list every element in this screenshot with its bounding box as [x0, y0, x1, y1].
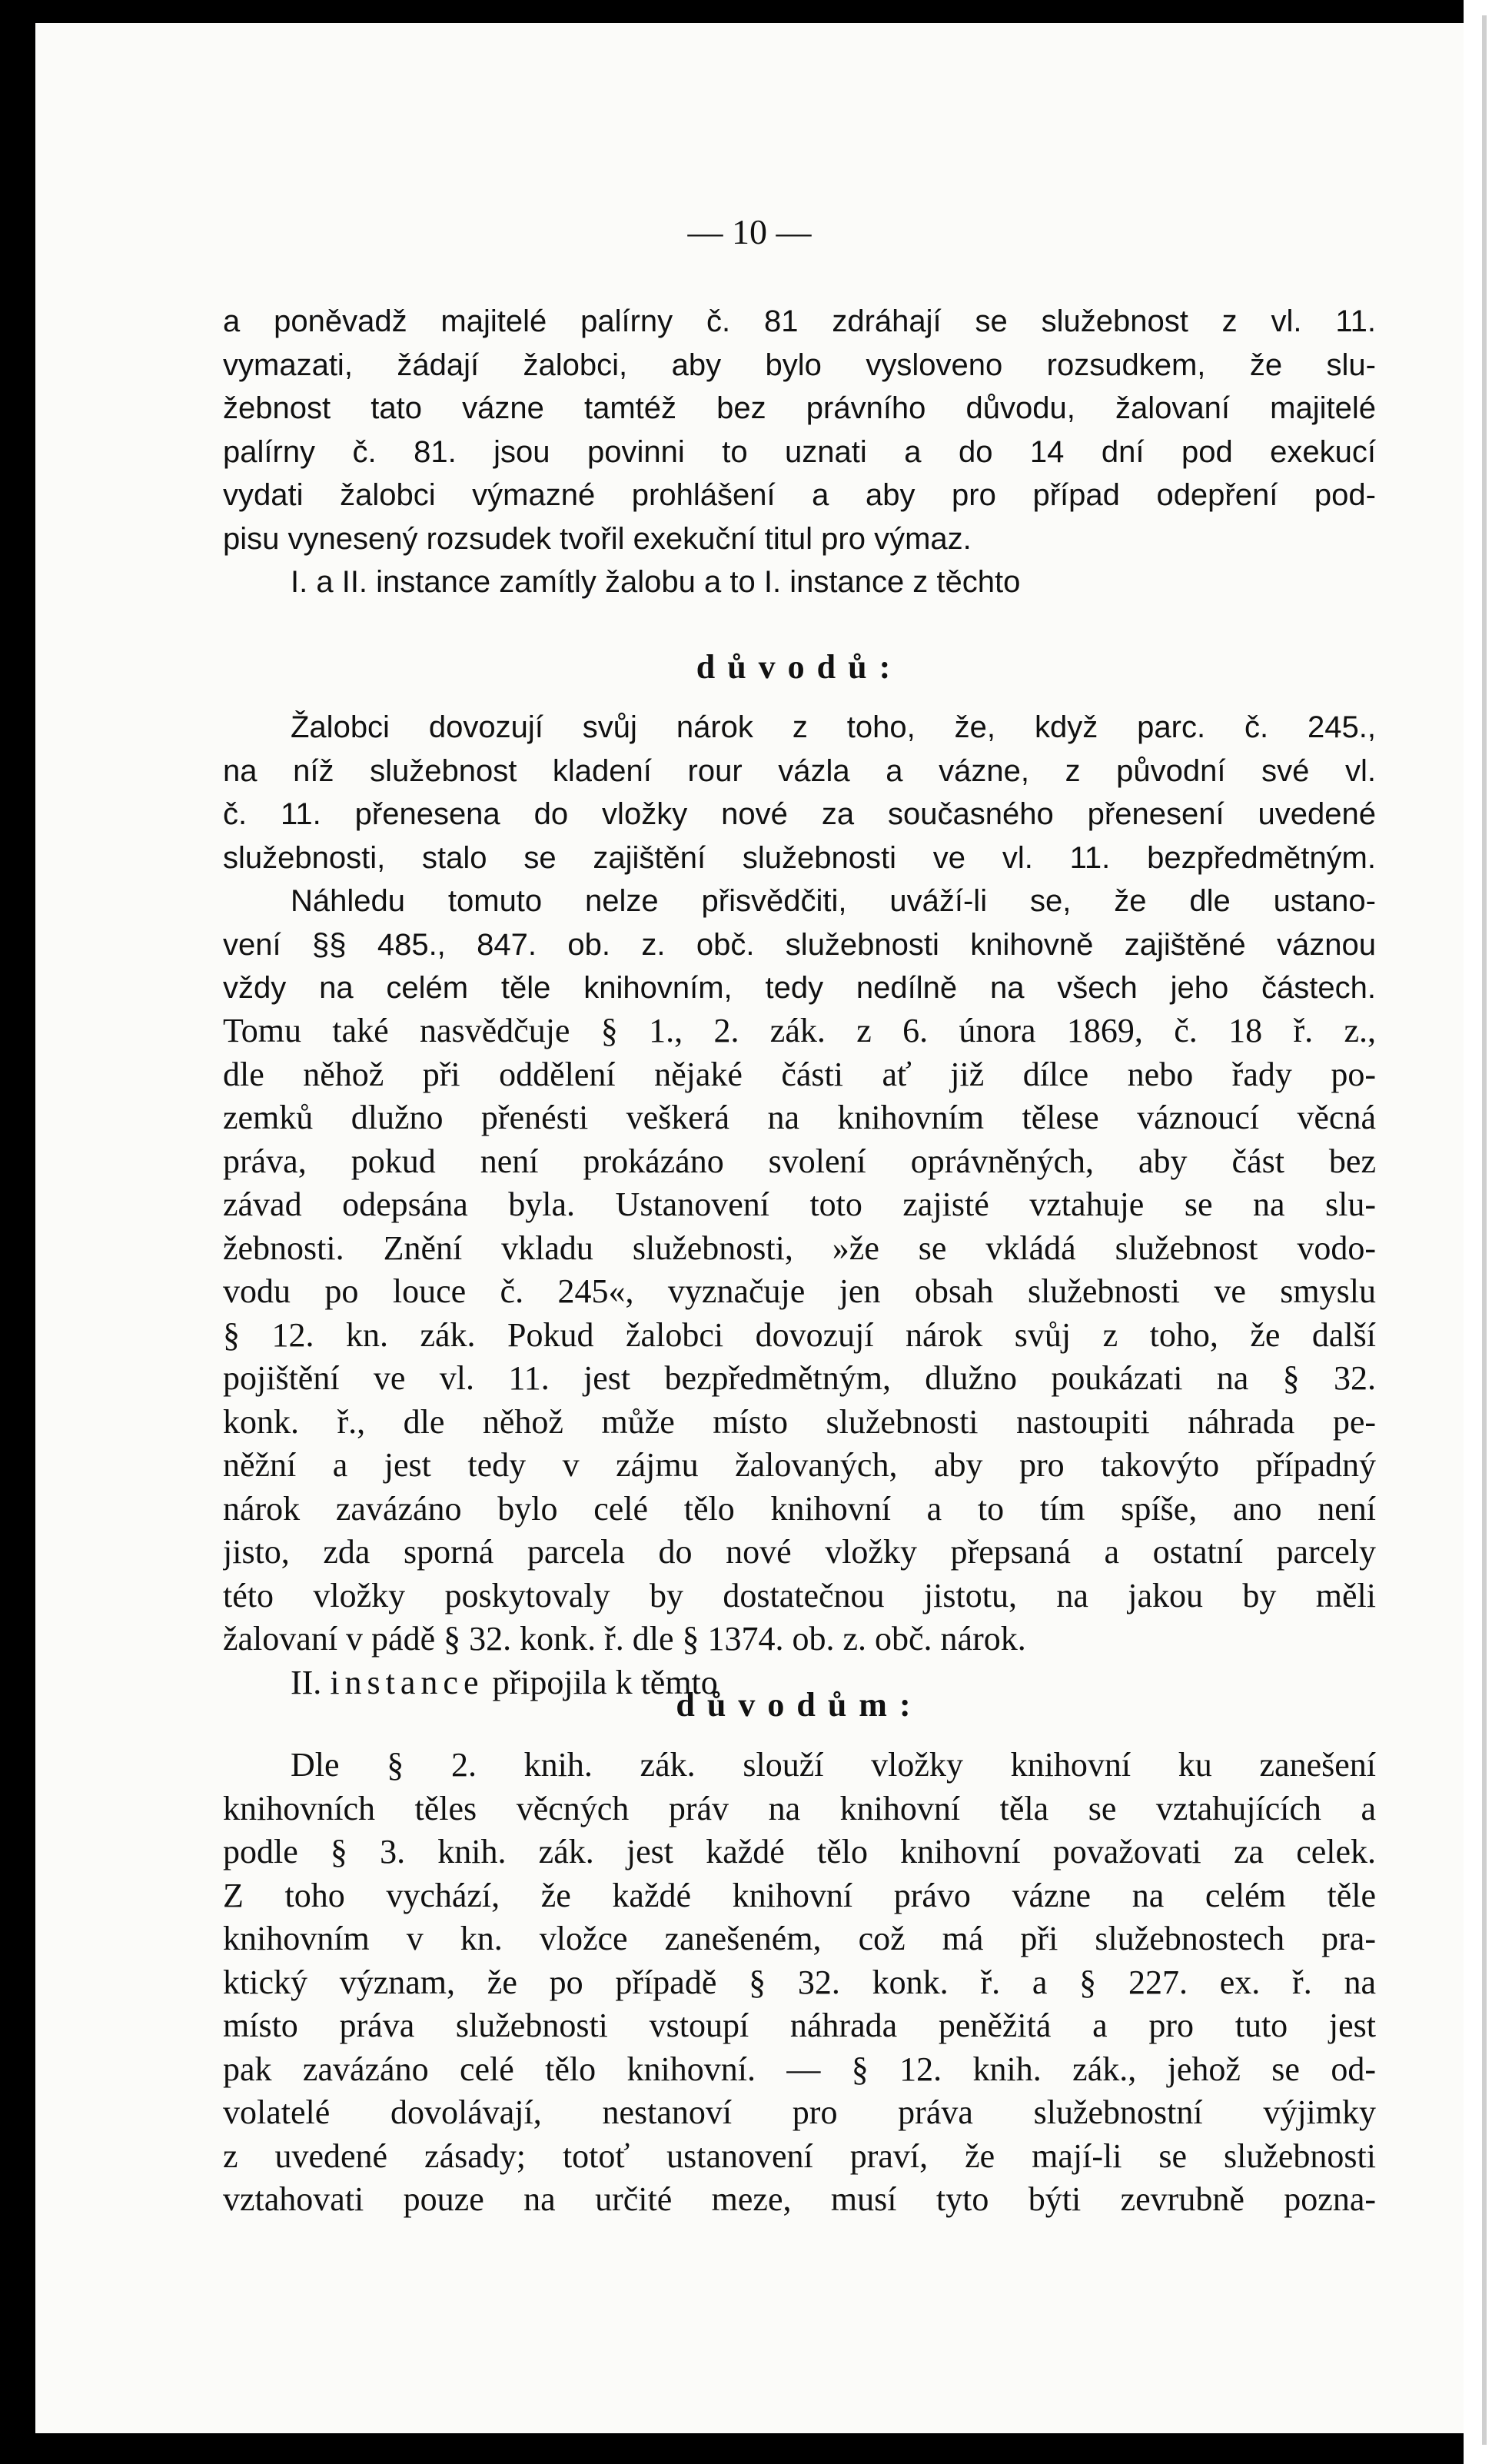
text-line: pisu vynesený rozsudek tvořil exekuční titul pro výmaz.: [223, 521, 972, 556]
text-line: a poněvadž majitelé palírny č. 81 zdráhají se služebnost z vl. 11.: [223, 304, 1376, 338]
text-line: žebnosti. Znění vkladu služebnosti, »že se vkládá služebnost vodo-: [223, 1229, 1376, 1267]
text-line: palírny č. 81. jsou povinni to uznati a do 14 dní pod exekucí: [223, 434, 1376, 469]
text-line: č. 11. přenesena do vložky nové za současného přenesení uvedené: [223, 797, 1376, 831]
paragraph-block-2: [223, 706, 1376, 1010]
text-line: služebnosti, stalo se zajištění služebnosti ve vl. 11. bezpředmětným.: [223, 840, 1376, 875]
text-line: § 12. kn. zák. Pokud žalobci dovozují nárok svůj z toho, že další: [223, 1315, 1376, 1354]
text-line: knihovním v kn. vložce zanešeném, což má při služebnostech pra-: [223, 1920, 1376, 1957]
text-line: vždy na celém těle knihovním, tedy nedílně na všech jeho částech.: [223, 971, 1376, 1005]
section-heading-2: [223, 1684, 1376, 1727]
document-page: [35, 23, 1464, 2433]
text-line: Náhledu tomuto nelze přisvědčiti, uváží-li se, že dle ustano-: [291, 884, 1376, 918]
text-line: něžní a jest tedy v zájmu žalovaných, aby pro takovýto případný: [223, 1446, 1376, 1484]
text-line: na níž služebnost kladení rour vázla a vázne, z původní své vl.: [223, 753, 1376, 788]
text-line: práva, pokud není prokázáno svolení oprávněných, aby část bez: [223, 1142, 1376, 1180]
instance-spaced-word: instance: [330, 1663, 484, 1701]
heading-text: důvodům:: [676, 1686, 923, 1724]
text-line: knihovních těles věcných práv na knihovní těla se vztahujících a: [223, 1789, 1376, 1827]
text-line: vymazati, žádají žalobci, aby bylo vysloveno rozsudkem, že slu-: [223, 347, 1376, 382]
text-line: místo práva služebnosti vstoupí náhrada peněžitá a pro tuto jest: [223, 2007, 1376, 2044]
text-line: Z toho vychází, že každé knihovní právo vázne na celém těle: [223, 1876, 1376, 1914]
text-line: jisto, zda sporná parcela do nové vložky přepsaná a ostatní parcely: [223, 1533, 1376, 1571]
text-line: této vložky poskytovaly by dostatečnou jistotu, na jakou by měli: [223, 1576, 1376, 1614]
text-line: Žalobci dovozují svůj nárok z toho, že, když parc. č. 245.,: [291, 710, 1376, 744]
text-line: zemků dlužno přenésti veškerá na knihovním tělese váznoucí věcná: [223, 1099, 1376, 1136]
paragraph-block-1: [223, 300, 1376, 604]
instance-prefix: II.: [291, 1663, 322, 1701]
paragraph-block-2b: [223, 1009, 1376, 1704]
text-line: volatelé dovolávají, nestanoví pro práva služebnostní výjimky: [223, 2093, 1376, 2131]
scan-right-margin: [1464, 0, 1512, 2464]
text-line: pojištění ve vl. 11. jest bezpředmětným, dlužno poukázati na § 32.: [223, 1359, 1376, 1397]
section-heading-1: [223, 646, 1376, 690]
scan-edge-line: [1482, 15, 1487, 2445]
text-line: nárok zavázáno bylo celé tělo knihovní a to tím spíše, ano není: [223, 1489, 1376, 1528]
text-line: dle něhož při oddělení nějaké části ať již dílce nebo řady po-: [223, 1055, 1376, 1093]
heading-text: důvodů:: [696, 648, 903, 686]
text-line: žebnost tato vázne tamtéž bez právního důvodu, žalovaní majitelé: [223, 391, 1376, 425]
text-line: žalovaní v pádě § 32. konk. ř. dle § 1374. ob. z. obč. nárok.: [223, 1620, 1026, 1658]
text-line: vydati žalobci výmazné prohlášení a aby pro případ odepření pod-: [223, 478, 1376, 512]
text-line: konk. ř., dle něhož může místo služebnosti nastoupiti náhrada pe-: [223, 1402, 1376, 1441]
text-line: Tomu také nasvědčuje § 1., 2. zák. z 6. února 1869, č. 18 ř. z.,: [223, 1012, 1376, 1049]
text-line: podle § 3. knih. zák. jest každé tělo knihovní považovati za celek.: [223, 1833, 1376, 1870]
text-line: vení §§ 485., 847. ob. z. obč. služebnosti knihovně zajištěné váznou: [223, 927, 1376, 962]
text-line: pak zavázáno celé tělo knihovní. — § 12. knih. zák., jehož se od-: [223, 2050, 1376, 2088]
text-line: ktický význam, že po případě § 32. konk. ř. a § 227. ex. ř. na: [223, 1963, 1376, 2001]
text-line: vztahovati pouze na určité meze, musí tyto býti zevrubně pozna-: [223, 2180, 1376, 2218]
text-line: Dle § 2. knih. zák. slouží vložky knihovní ku zanešení: [291, 1746, 1376, 1784]
page-number: — 10 —: [687, 212, 812, 251]
instance-suffix: připojila k těmto: [492, 1663, 718, 1701]
text-line: závad odepsána byla. Ustanovení toto zajisté vztahuje se na slu-: [223, 1185, 1376, 1223]
paragraph-block-3: [223, 1744, 1376, 2222]
text-line: I. a II. instance zamítly žalobu a to I. instance z těchto: [291, 565, 1021, 599]
text-line: vodu po louce č. 245«, vyznačuje jen obsah služebnosti ve smyslu: [223, 1272, 1376, 1310]
text-line: z uvedené zásady; totoť ustanovení praví, že mají-li se služebnosti: [223, 2136, 1376, 2175]
